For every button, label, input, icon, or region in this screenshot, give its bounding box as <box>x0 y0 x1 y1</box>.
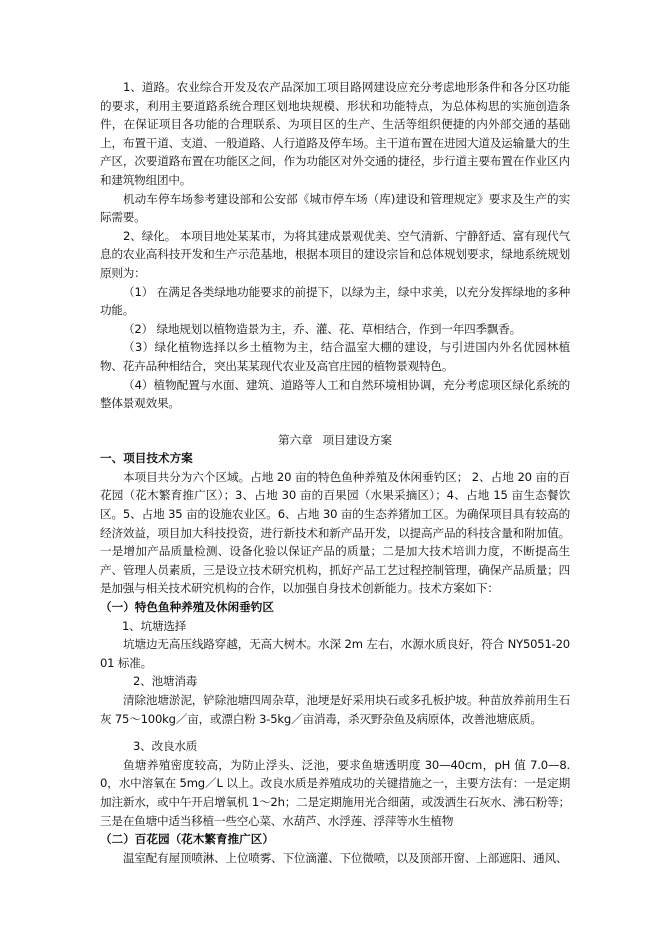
section-heading-tech: 一、项目技术方案 <box>100 451 193 466</box>
subsection-heading-fish: （一）特色鱼种养殖及休闲垂钓区 <box>100 600 274 615</box>
greening-paragraph: 2、绿化。 本项目地处某某市，为将其建成景观优美、空气清新、宁静舒适、富有现代气息的农业高科技开发和生产示范基地，根据本项目的建设宗旨和总体规划要求，绿地系统规划原则为： <box>100 228 570 280</box>
road-paragraph: 1、道路。农业综合开发及农产品深加工项目路网建设应充分考虑地形条件和各分区功能的要求，利用主要道路系统合理区划地块规模、形状和功能特点，为总体构思的实施创造条件，在保证项目各功能的合理联系、为项目区的生产、生活等组织便捷的内外部交通的基础上，布置干道、支道、一般道路、人行道路及停车场。主干道布置在进园大道及运输量大的生产区，次要道路布置在功能区之间，作为功能区对外交通的捷径，步行道主要布置在作业区内和建筑物组团中。 <box>100 80 570 187</box>
greening-rule-4: （4）植物配置与水面、建筑、道路等人工和自然环境相协调，充分考虑项区绿化系统的整体景观效果。 <box>100 377 570 411</box>
pond-selection-title: 1、坑塘选择 <box>122 618 187 633</box>
subsection-heading-flower: （二）百花园（花木繁育推广区） <box>100 832 274 847</box>
greenhouse-paragraph: 温室配有屋顶喷淋、上位喷雾、下位滴灌、下位微喷，以及顶部开窗、上部遮阳、通风、 <box>123 850 568 865</box>
document-body <box>100 78 570 867</box>
greening-rule-3: （3）绿化植物选择以乡土植物为主，结合温室大棚的建设，与引进国内外名优园林植物、花卉品种相结合，突出某某现代农业及高官庄园的植物景观特色。 <box>100 340 570 373</box>
chapter-title: 第六章 项目建设方案 <box>277 432 393 447</box>
water-quality-title: 3、改良水质 <box>133 739 198 754</box>
greening-rule-2: （2） 绿地规划以植物造景为主，乔、灌、花、草相结合，作到一年四季飘香。 <box>123 321 522 336</box>
tech-paragraph: 本项目共分为六个区域。占地 20 亩的特色鱼种养殖及休闲垂钓区； 2、占地 20 亩的百花园（花木繁育推广区）；3、占地 30 亩的百果园（水果采摘区）；4、占地 15 亩生态餐饮区。5、占地 35 亩的设施农业区。6、占地 30 亩的生态养猪加工区。为确保项目具有较高的经济效益，项目加大科技投资，进行新技术和新产品开发，以提高产品的科技含量和附加值。一是增加产品质量检测、设备化验以保证产品的质量；二是加大技术培训力度，不断提高生产、管理人员素质，三是设立技术研究机构，抓好产品工艺过程控制管理，确保产品质量；四是加强与相关技术研究机构的合作，以加强自身技术创新能力。技术方案如下： <box>100 469 570 596</box>
greening-rule-1: （1） 在满足各类绿地功能要求的前提下，以绿为主，绿中求美，以充分发挥绿地的多种功能。 <box>100 284 570 318</box>
parking-paragraph: 机动车停车场参考建设部和公安部《城市停车场（库)建设和管理规定》要求及生产的实际需要。 <box>100 191 570 225</box>
water-quality-text: 鱼塘养殖密度较高，为防止浮头、泛池，要求鱼塘透明度 30—40cm，pH 值 7.0—8.0，水中溶氧在 5mg／L 以上。改良水质是养殖成功的关键措施之一，主要方法有：一是定期加注新水，或中午开启增氧机 1～2h；二是定期施用光合细菌，或泼洒生石灰水、沸石粉等；三是在鱼塘中适当移植一些空心菜、水葫芦、水浮莲、浮萍等水生植物 <box>100 757 570 828</box>
pond-disinfection-text: 清除池塘淤泥，铲除池塘四周杂草，池埂是好采用块石或多孔板护坡。种苗放养前用生石灰 75～100kg／亩，或漂白粉 3-5kg／亩消毒，杀灭野杂鱼及病原体，改善池塘底质。 <box>100 693 570 726</box>
pond-disinfection-title: 2、池塘消毒 <box>133 674 198 689</box>
pond-selection-text: 坑塘边无高压线路穿越，无高大树木。水深 2m 左右，水源水质良好，符合 NY5051-2001 标准。 <box>100 637 570 670</box>
